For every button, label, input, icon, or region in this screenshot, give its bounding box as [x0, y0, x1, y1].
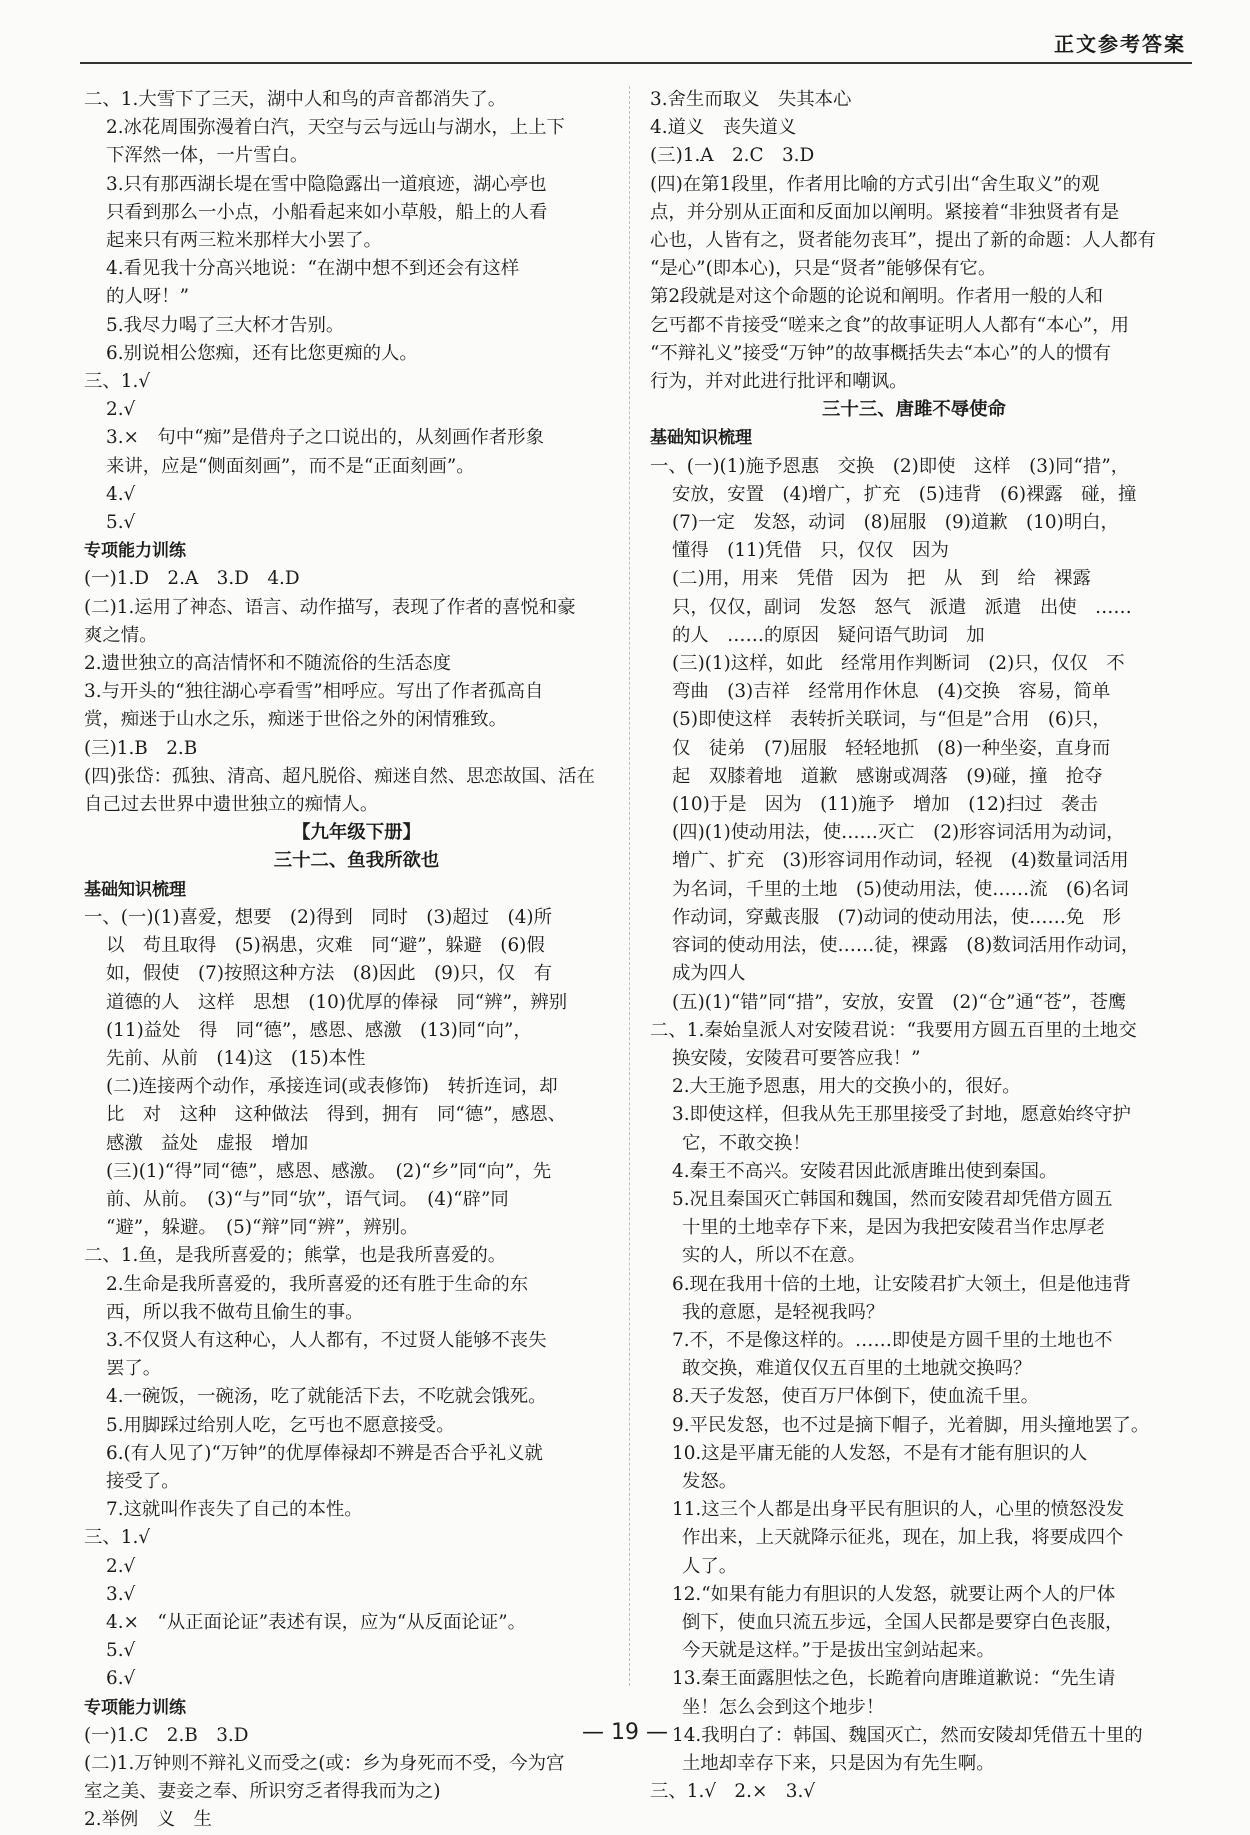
answer-line: 人了。 [682, 1555, 738, 1577]
answer-line: 2.√ [106, 1555, 136, 1577]
answer-line: (一)1.D 2.A 3.D 4.D [84, 568, 300, 590]
answer-line: 感激 益处 虚报 增加 [106, 1132, 309, 1154]
page-number: — 19 — [582, 1720, 668, 1745]
answer-line: 7.这就叫作丧失了自己的本性。 [106, 1499, 363, 1521]
section-heading: 专项能力训练 [84, 1697, 186, 1718]
answer-line: 比 对 这种 这种做法 得到，拥有 同“德”，感恩、 [106, 1104, 567, 1126]
answer-line: 6.(有人见了)“万钟”的优厚俸禄却不辨是否合乎礼义就 [106, 1442, 543, 1464]
answer-line: 的人呀！” [106, 286, 189, 308]
answer-line: “不辩礼义”接受“万钟”的故事概括失去“本心”的人的惯有 [650, 342, 1112, 364]
answer-line: 点，并分别从正面和反面加以阐明。紧接着“非独贤者有是 [650, 201, 1120, 223]
answer-line: 行为，并对此进行批评和嘲讽。 [650, 371, 908, 393]
answer-line: 4.× “从正面论证”表述有误，应为“从反面论证”。 [106, 1611, 526, 1633]
answer-line: 增广、扩充 (3)形容词用作动词，轻视 (4)数量词活用 [672, 850, 1129, 872]
answer-line: (7)一定 发怒，动词 (8)屈服 (9)道歉 (10)明白， [672, 512, 1119, 534]
answer-line: 二、1.秦始皇派人对安陵君说：“我要用方圆五百里的土地交 [650, 1019, 1137, 1041]
answer-line: 作动词，穿戴丧服 (7)动词的使动用法，使……免 形 [672, 906, 1122, 928]
answer-line: 土地却幸存下来，只是因为有先生啊。 [682, 1752, 995, 1774]
answer-line: 接受了。 [106, 1470, 180, 1492]
answer-line: 心也，人皆有之，贤者能勿丧耳”，提出了新的命题：人人都有 [650, 230, 1156, 252]
answer-line: 2.大王施予恩惠，用大的交换小的，很好。 [672, 1076, 1021, 1098]
answer-line: (一)1.C 2.B 3.D [84, 1724, 249, 1746]
answer-line: 4.秦王不高兴。安陵君因此派唐雎出使到秦国。 [672, 1160, 1058, 1182]
answer-line: 乞丐都不肯接受“嗟来之食”的故事证明人人都有“本心”，用 [650, 314, 1129, 336]
answer-line: 只看到那么一小点，小船看起来如小草般，船上的人看 [106, 201, 548, 223]
answer-line: 5.我尽力喝了三大杯才告别。 [106, 314, 345, 336]
answer-line: 4.一碗饭，一碗汤，吃了就能活下去，不吃就会饿死。 [106, 1386, 547, 1408]
answer-line: (三)1.A 2.C 3.D [650, 145, 815, 167]
answer-line: (三)(1)这样，如此 经常用作判断词 (2)只，仅仅 不 [672, 653, 1125, 675]
right-column [650, 86, 1178, 1806]
answer-line: 3.× 句中“痴”是借舟子之口说出的，从刻画作者形象 [106, 427, 544, 449]
answer-line: (二)1.运用了神态、语言、动作描写，表现了作者的喜悦和豪 [84, 596, 576, 618]
answer-line: 13.秦王面露胆怯之色，长跪着向唐雎道歉说：“先生请 [672, 1668, 1116, 1690]
section-heading: 基础知识梳理 [84, 879, 186, 900]
answer-line: (二)连接两个动作，承接连词(或表修饰) 转折连词，却 [106, 1076, 558, 1098]
answer-line: (5)即使这样 表转折关联词，与“但是”合用 (6)只， [672, 709, 1111, 731]
answer-line: 作出来，上天就降示征兆，现在，加上我，将要成四个 [682, 1527, 1124, 1549]
answer-line: (四)(1)使动用法，使……灭亡 (2)形容词活用为动词， [672, 822, 1125, 844]
answer-line: 罢了。 [106, 1358, 162, 1380]
answer-line: 爽之情。 [84, 624, 158, 646]
answer-line: 2.举例 义 生 [84, 1809, 212, 1831]
answer-line: 下浑然一体，一片雪白。 [106, 145, 309, 167]
answer-line: 4.√ [106, 483, 136, 505]
answer-line: 2.冰花周围弥漫着白汽，天空与云与远山与湖水，上上下 [106, 117, 565, 139]
answer-line: 2.生命是我所喜爱的，我所喜爱的还有胜于生命的东 [106, 1273, 529, 1295]
answer-line: 起来只有两三粒米那样大小罢了。 [106, 230, 382, 252]
answer-line: 一、(一)(1)喜爱，想要 (2)得到 同时 (3)超过 (4)所 [84, 906, 552, 928]
answer-line: 仅 徒弟 (7)屈服 轻轻地抓 (8)一种坐姿，直身而 [672, 737, 1111, 759]
answer-line: 先前、从前 (14)这 (15)本性 [106, 1047, 366, 1069]
answer-line: 以 苟且取得 (5)祸患，灾难 同“避”，躲避 (6)假 [106, 935, 545, 957]
answer-line: (二)用，用来 凭借 因为 把 从 到 给 裸露 [672, 568, 1091, 590]
answer-line: 一、(一)(1)施予恩惠 交换 (2)即使 这样 (3)同“措”， [650, 455, 1130, 477]
section-heading: 【九年级下册】 [292, 822, 421, 844]
answer-line: 3.舍生而取义 失其本心 [650, 89, 852, 110]
answer-line: 前、从前。 (3)“与”同“欤”，语气词。 (4)“辟”同 [106, 1188, 509, 1210]
answer-line: 只，仅仅，副词 发怒 怒气 派遣 派遣 出使 …… [672, 596, 1132, 618]
answer-line: (三)(1)“得”同“德”，感恩、感激。 (2)“乡”同“向”，先 [106, 1160, 552, 1182]
answer-line: 安放，安置 (4)增广，扩充 (5)违背 (6)裸露 碰，撞 [672, 483, 1137, 505]
answer-line: 容词的使动用法，使……徒，裸露 (8)数词活用作动词， [672, 935, 1140, 957]
answer-line: (五)(1)“错”同“措”，安放，安置 (2)“仓”通“苍”，苍鹰 [672, 991, 1127, 1013]
answer-line: 坐！怎么会到这个地步！ [682, 1696, 885, 1718]
answer-line: 换安陵，安陵君可要答应我！” [672, 1047, 921, 1069]
answer-line: 赏，痴迷于山水之乐，痴迷于世俗之外的闲情雅致。 [84, 709, 507, 731]
answer-line: 7.不，不是像这样的。……即使是方圆千里的土地也不 [672, 1329, 1113, 1351]
section-heading: 三十三、唐雎不辱使命 [822, 399, 1006, 421]
answer-line: 3.只有那西湖长堤在雪中隐隐露出一道痕迹，湖心亭也 [106, 173, 547, 195]
answer-line: 4.看见我十分高兴地说：“在湖中想不到还会有这样 [106, 258, 520, 280]
answer-line: (二)1.万钟则不辩礼义而受之(或：乡为身死而不受，今为宫 [84, 1752, 565, 1774]
answer-line: 3.√ [106, 1583, 136, 1605]
answer-line: 十里的土地幸存下来，是因为我把安陵君当作忠厚老 [682, 1217, 1105, 1239]
header-rule [80, 62, 1192, 64]
answer-line: 西，所以我不做苟且偷生的事。 [106, 1301, 364, 1323]
column-divider [629, 86, 630, 1686]
answer-line: 弯曲 (3)吉祥 经常用作休息 (4)交换 容易，简单 [672, 681, 1111, 703]
answer-line: 倒下，使血只流五步远，全国人民都是要穿白色丧服， [682, 1611, 1124, 1633]
answer-line: 它，不敢交换！ [682, 1132, 811, 1154]
answer-line: 二、1.大雪下了三天，湖中人和鸟的声音都消失了。 [84, 89, 507, 110]
answer-line: 道德的人 这样 思想 (10)优厚的俸禄 同“辨”，辨别 [106, 991, 568, 1013]
answer-line: 我的意愿，是轻视我吗？ [682, 1301, 885, 1323]
answer-line: 来讲，应是“侧面刻画”，而不是“正面刻画”。 [106, 455, 475, 477]
section-heading: 三十二、鱼我所欲也 [273, 850, 440, 872]
answer-line: 2.遗世独立的高洁情怀和不随流俗的生活态度 [84, 653, 451, 675]
answer-line: (四)在第1段里，作者用比喻的方式引出“舍生取义”的观 [650, 173, 1100, 195]
answer-line: 实的人，所以不在意。 [682, 1245, 866, 1267]
answer-line: 5.√ [106, 512, 136, 534]
answer-line: 的人 ……的原因 疑问语气助词 加 [672, 624, 985, 646]
answer-line: 懂得 (11)凭借 只，仅仅 因为 [672, 540, 949, 562]
page-header-title: 正文参考答案 [1054, 32, 1186, 56]
answer-line: 三、1.√ [84, 1527, 151, 1549]
answer-line: 6.√ [106, 1668, 136, 1690]
answer-line: 14.我明白了：韩国、魏国灭亡，然而安陵却凭借五十里的 [672, 1724, 1143, 1746]
answer-line: 12.“如果有能力有胆识的人发怒，就要让两个人的尸体 [672, 1583, 1116, 1605]
answer-line: 3.即使这样，但我从先王那里接受了封地，愿意始终守护 [672, 1104, 1131, 1126]
answer-line: 9.平民发怒，也不过是摘下帽子，光着脚，用头撞地罢了。 [672, 1414, 1150, 1436]
answer-line: 如，假使 (7)按照这种方法 (8)因此 (9)只，仅 有 [106, 963, 552, 985]
answer-line: 11.这三个人都是出身平民有胆识的人，心里的愤怒没发 [672, 1499, 1125, 1521]
answer-line: (11)益处 得 同“德”，感恩、感激 (13)同“向”， [106, 1019, 532, 1041]
answer-line: 6.别说相公您痴，还有比您更痴的人。 [106, 342, 418, 364]
answer-line: 2.√ [106, 399, 136, 421]
answer-line: “是心”(即本心)，只是“贤者”能够保有它。 [650, 258, 997, 280]
answer-line: 10.这是平庸无能的人发怒，不是有才能有胆识的人 [672, 1442, 1088, 1464]
answer-line: 3.不仅贤人有这种心，人人都有，不过贤人能够不丧失 [106, 1329, 547, 1351]
answer-line: 5.用脚踩过给别人吃，乞丐也不愿意接受。 [106, 1414, 455, 1436]
answer-line: 第2段就是对这个命题的论说和阐明。作者用一般的人和 [650, 286, 1104, 308]
answer-line: 敢交换，难道仅仅五百里的土地就交换吗？ [682, 1358, 1032, 1380]
answer-line: 三、1.√ [84, 371, 151, 393]
answer-line: 二、1.鱼，是我所喜爱的；熊掌，也是我所喜爱的。 [84, 1245, 507, 1267]
section-heading: 基础知识梳理 [650, 428, 752, 449]
answer-line: (三)1.B 2.B [84, 737, 198, 759]
answer-line: (10)于是 因为 (11)施予 增加 (12)扫过 袭击 [672, 794, 1098, 816]
answer-line: 8.天子发怒，使百万尸体倒下，使血流千里。 [672, 1386, 1039, 1408]
section-heading: 专项能力训练 [84, 541, 186, 562]
answer-line: 5.况且秦国灭亡韩国和魏国，然而安陵君却凭借方圆五 [672, 1188, 1113, 1210]
answer-line: 成为四人 [672, 963, 746, 985]
answer-line: 6.现在我用十倍的土地，让安陵君扩大领土，但是他违背 [672, 1273, 1131, 1295]
answer-line: 起 双膝着地 道歉 感谢或凋落 (9)碰，撞 抢夺 [672, 765, 1103, 787]
answer-line: “避”，躲避。 (5)“辩”同“辨”，辨别。 [106, 1217, 419, 1239]
answer-line: 4.道义 丧失道义 [650, 117, 797, 139]
answer-line: 三、1.√ 2.× 3.√ [650, 1781, 816, 1803]
answer-line: (四)张岱：孤独、清高、超凡脱俗、痴迷自然、思恋故国、活在 [84, 765, 595, 787]
answer-line: 自己过去世界中遗世独立的痴情人。 [84, 794, 379, 816]
answer-line: 发怒。 [682, 1470, 738, 1492]
answer-line: 为名词，千里的土地 (5)使动用法，使……流 (6)名词 [672, 878, 1129, 900]
answer-line: 3.与开头的“独往湖心亭看雪”相呼应。写出了作者孤高自 [84, 681, 544, 703]
answer-line: 今天就是这样。”于是拔出宝剑站起来。 [682, 1640, 995, 1662]
answer-line: 室之美、妻妾之奉、所识穷乏者得我而为之) [84, 1781, 441, 1803]
left-column [84, 86, 629, 1835]
answer-line: 5.√ [106, 1640, 136, 1662]
